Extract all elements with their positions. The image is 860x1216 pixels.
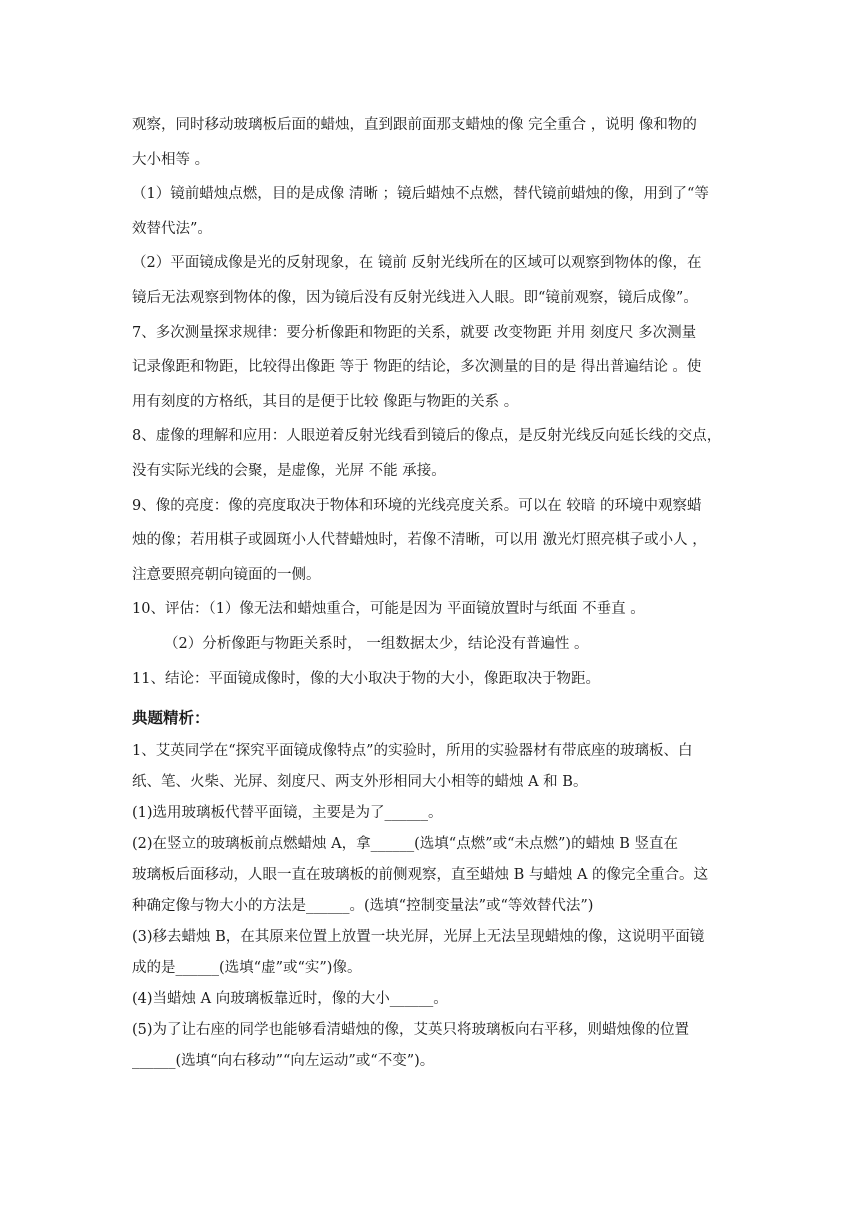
text-line: 注意要照亮朝向镜面的一侧。: [132, 566, 321, 583]
question-line: 成的是______(选填“虚”或“实”)像。: [132, 960, 362, 977]
text-line: 记录像距和物距，比较得出像距 等于 物距的结论，多次测量的目的是 得出普遍结论 。使: [132, 359, 702, 376]
question-line: (3)移去蜡烛 B，在其原来位置上放置一块光屏，光屏上无法呈现蜡烛的像，这说明平面镜: [132, 929, 705, 946]
question-line: 1、艾英同学在“探究平面镜成像特点”的实验时，所用的实验器材有带底座的玻璃板、白: [132, 743, 693, 760]
text-line: 大小相等 。: [132, 151, 210, 168]
section-heading: 典题精析：: [132, 709, 210, 728]
question-line: (2)在竖立的玻璃板前点燃蜡烛 A，拿______(选填“点燃”或“未点燃”)的蜡烛 B 竖直在: [132, 836, 678, 853]
question-line: ______(选填“向右移动”“向左运动”或“不变”)。: [132, 1053, 435, 1070]
question-line: 玻璃板后面移动，人眼一直在玻璃板的前侧观察，直至蜡烛 B 与蜡烛 A 的像完全重合。这: [132, 867, 709, 884]
text-line: 烛的像；若用棋子或圆斑小人代替蜡烛时，若像不清晰，可以用 激光灯照亮棋子或小人 ，: [132, 532, 707, 549]
text-line: （1）镜前蜡烛点燃，目的是成像 清晰 ；镜后蜡烛不点燃，替代镜前蜡烛的像，用到了“等: [132, 186, 709, 203]
text-line: 7、多次测量探求规律：要分析像距和物距的关系，就要 改变物距 并用 刻度尺 多次测量: [132, 324, 697, 341]
text-line: 没有实际光线的会聚，是虚像，光屏 不能 承接。: [132, 462, 446, 479]
text-line: 镜后无法观察到物体的像，因为镜后没有反射光线进入人眼。即“镜前观察，镜后成像”。: [132, 289, 698, 306]
text-line: 9、像的亮度：像的亮度取决于物体和环境的光线亮度关系。可以在 较暗 的环境中观察蜡: [132, 497, 702, 514]
question-block: [132, 736, 734, 1077]
text-line: （2）分析像距与物距关系时， 一组数据太少，结论没有普遍性 。: [164, 635, 589, 652]
question-line: 纸、笔、火柴、光屏、刻度尺、两支外形相同大小相等的蜡烛 A 和 B。: [132, 774, 588, 791]
question-line: 种确定像与物大小的方法是______。(选填“控制变量法”或“等效替代法”): [132, 898, 594, 915]
text-line: 8、虚像的理解和应用：人眼逆着反射光线看到镜后的像点，是反射光线反向延长线的交点，: [132, 428, 722, 445]
document-body: [132, 108, 734, 1077]
question-line: (1)选用玻璃板代替平面镜，主要是为了______。: [132, 805, 443, 822]
text-line: 效替代法”。: [132, 220, 212, 237]
question-line: (4)当蜡烛 A 向玻璃板靠近时，像的大小______。: [132, 991, 448, 1008]
text-line: （2）平面镜成像是光的反射现象，在 镜前 反射光线所在的区域可以观察到物体的像，在: [132, 255, 702, 272]
text-line: 11、结论：平面镜成像时，像的大小取决于物的大小，像距取决于物距。: [132, 670, 600, 687]
question-line: (5)为了让右座的同学也能够看清蜡烛的像，艾英只将玻璃板向右平移，则蜡烛像的位置: [132, 1022, 690, 1039]
text-line: 10、评估：（1）像无法和蜡烛重合，可能是因为 平面镜放置时与纸面 不垂直 。: [132, 601, 645, 618]
text-line: 用有刻度的方格纸，其目的是便于比较 像距与物距的关系 。: [132, 393, 519, 410]
text-line: 观察，同时移动玻璃板后面的蜡烛，直到跟前面那支蜡烛的像 完全重合 ，说明 像和物的: [132, 117, 697, 133]
